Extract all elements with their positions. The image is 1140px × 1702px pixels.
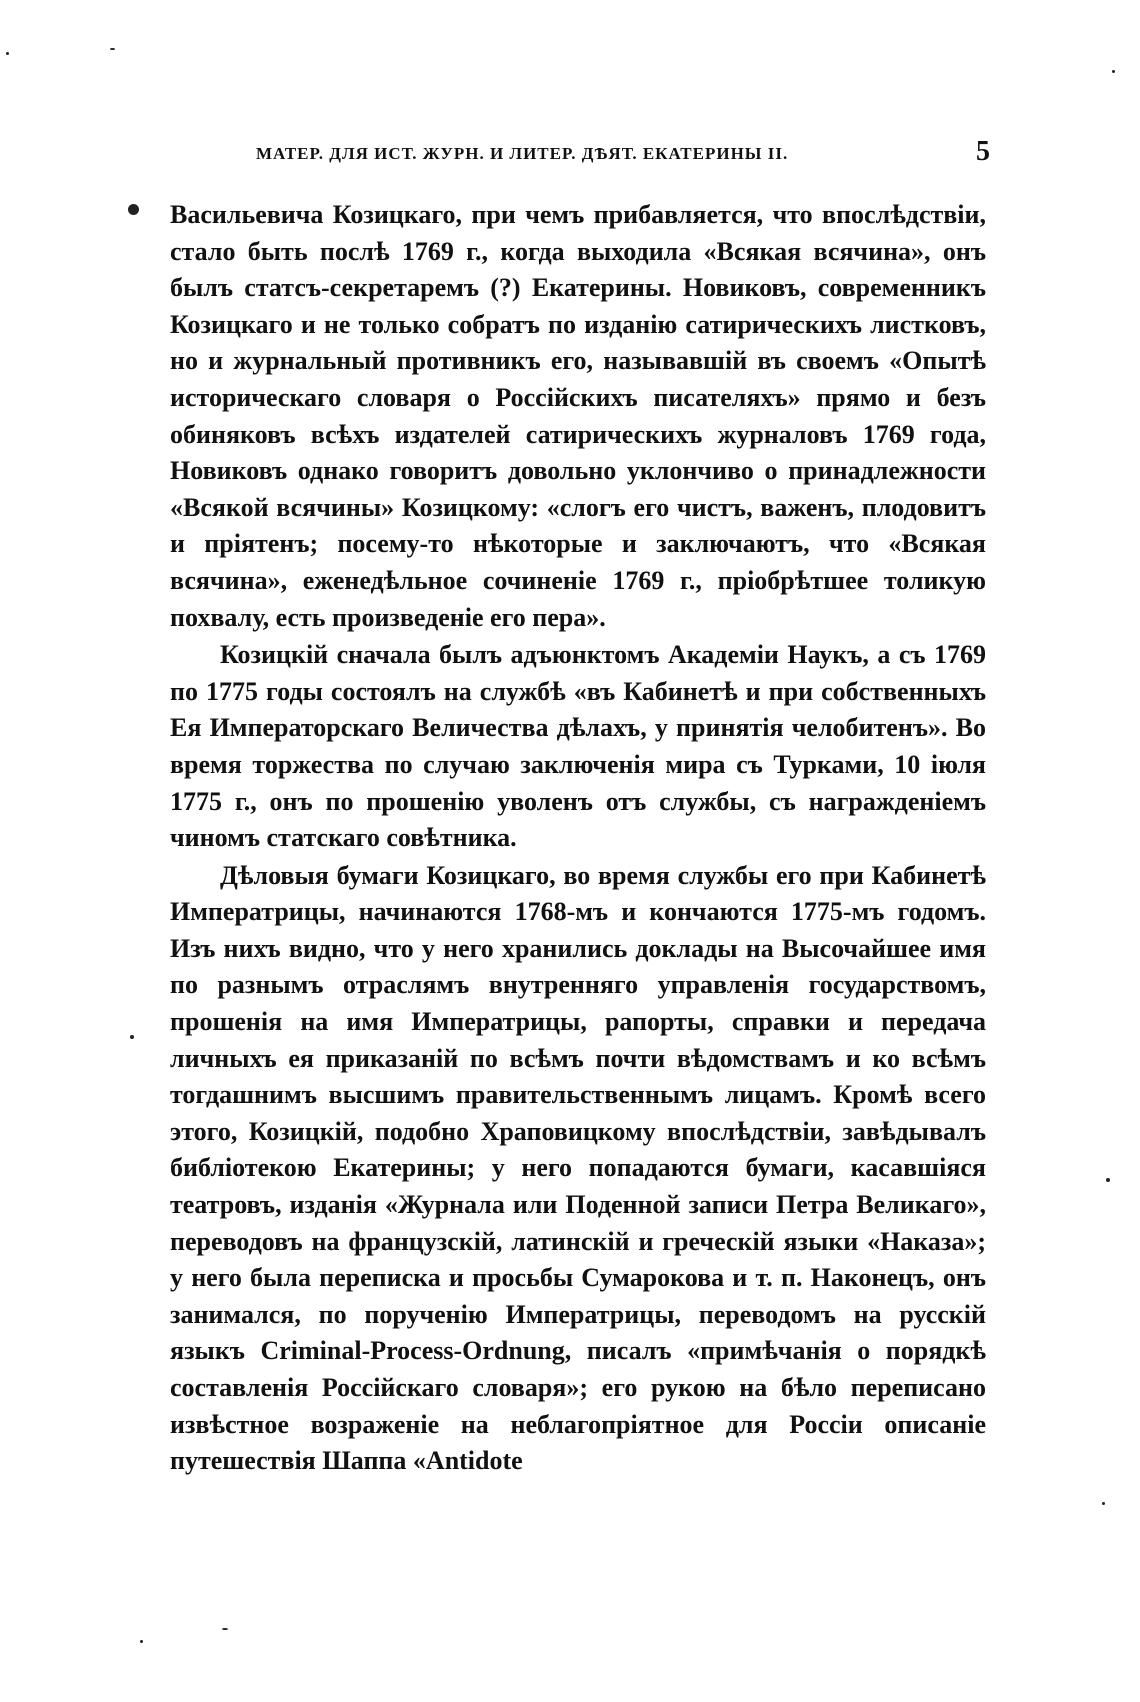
scan-speck xyxy=(140,1640,143,1643)
scan-speck xyxy=(110,48,115,50)
page-number: 5 xyxy=(976,136,990,167)
scan-speck xyxy=(130,1035,134,1039)
scan-speck xyxy=(222,1628,228,1630)
paragraph: Дѣловыя бумаги Козицкаго, во время службы его при Кабинетѣ Императрицы, начинаются 1768-мъ и кончаются 1775-мъ годомъ. Изъ нихъ видно, что у него хранились доклады на Высочайшее имя по разнымъ отраслямъ внутренняго управленія государствомъ, прошенія на имя Императрицы, рапорты, справки и передача личныхъ ея приказаній по всѣмъ почти вѣдомствамъ и ко всѣмъ тогдашнимъ высшимъ правительственнымъ лицамъ. Кромѣ всего этого, Козицкій, подобно Храповицкому впослѣдствіи, завѣдывалъ библіотекою Екатерины; у него попадаются бумаги, касавшіяся театровъ, изданія «Журнала или Поденной записи Петра Великаго», переводовъ на французскій, латинскій и греческій языки «Наказа»; у него была переписка и просьбы Сумарокова и т. п. Наконецъ, онъ занимался, по порученію Императрицы, переводомъ на русскій языкъ Criminal-Process-Ordnung, писалъ «примѣчанія о порядкѣ составленія Россійскаго словаря»; его рукою на бѣло переписано извѣстное возраженіе на неблагопріятное для Россіи описаніе путешествія Шаппа «Antidote xyxy=(170,860,986,1476)
scan-speck xyxy=(6,52,9,55)
body-text xyxy=(170,197,986,1480)
paragraph: Васильевича Козицкаго, при чемъ прибавляется, что впослѣдствіи, стало быть послѣ 1769 г., когда выходила «Всякая всячина», онъ былъ статсъ-секретаремъ (?) Екатерины. Новиковъ, современникъ Козицкаго и не только собратъ по изданію сатирическихъ листковъ, но и журнальный противникъ его, называвшій въ своемъ «Опытѣ историческаго словаря о Россійскихъ писателяхъ» прямо и безъ обиняковъ всѣхъ издателей сатирическихъ журналовъ 1769 года, Новиковъ однако говоритъ довольно уклончиво о принадлежности «Всякой всячины» Козицкому: «слогъ его чистъ, важенъ, плодовитъ и пріятенъ; посему-то нѣкоторые и заключаютъ, что «Всякая всячина», еженедѣльное сочиненіе 1769 г., пріобрѣтшее толикую похвалу, есть произведеніе его пера». xyxy=(170,200,986,632)
scan-speck xyxy=(1102,1502,1105,1505)
scan-speck xyxy=(1112,70,1115,73)
running-header xyxy=(170,136,990,174)
scan-speck xyxy=(128,204,139,215)
paragraph: Козицкій сначала былъ адъюнктомъ Академіи Наукъ, а съ 1769 по 1775 годы состоялъ на службѣ «въ Кабинетѣ и при собственныхъ Ея Императорскаго Величества дѣлахъ, у принятія челобитенъ». Во время торжества по случаю заключенія мира съ Турками, 10 іюля 1775 г., онъ по прошенію уволенъ отъ службы, съ награжденіемъ чиномъ статскаго совѣтника. xyxy=(170,640,986,853)
header-title: МАТЕР. ДЛЯ ИСТ. ЖУРН. И ЛИТЕР. ДѢЯТ. ЕКАТЕРИНЫ II. xyxy=(256,144,789,163)
scan-speck xyxy=(1106,1178,1110,1182)
